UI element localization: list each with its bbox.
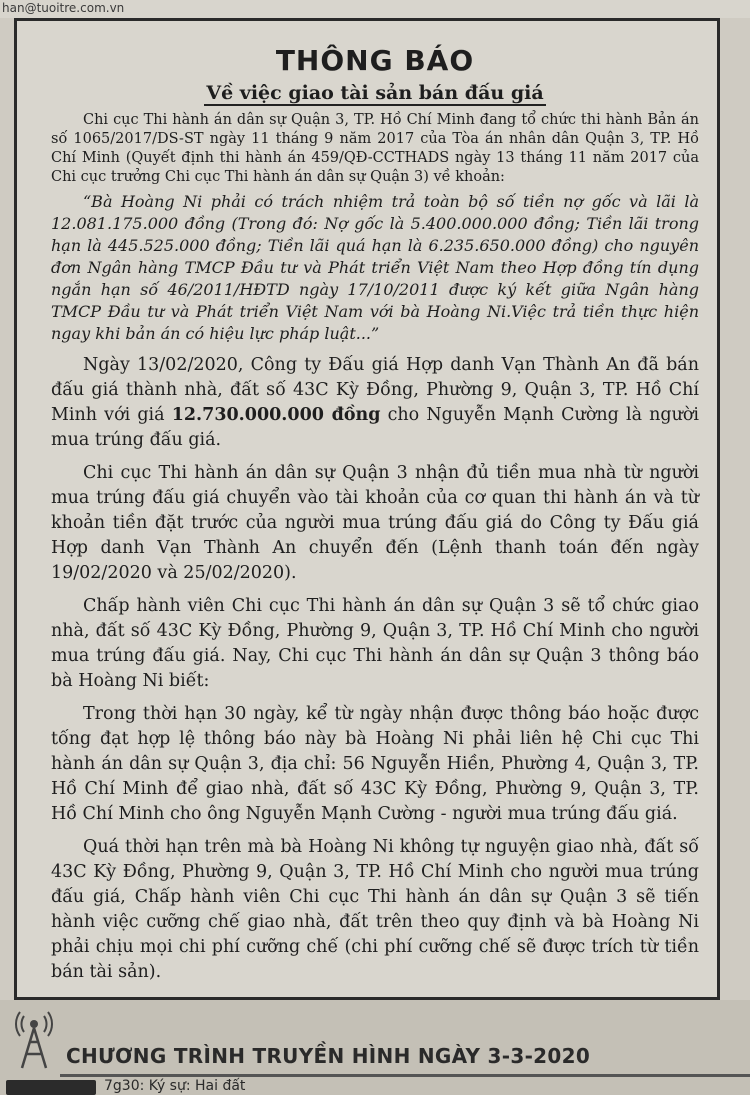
auction-text-before: Ngày 13/02/2020, Công ty Đấu giá Hợp danh Vạn Thành An đã bán đấu giá thành nhà, đất số 43C Kỳ Đồng, Phường 9, Quận 3, TP. Hồ Chí Minh với giá: [51, 355, 699, 425]
antenna-icon: [14, 1010, 54, 1070]
notice-box: [14, 18, 720, 1000]
email-header: han@tuoitre.com.vn: [0, 0, 750, 18]
notice-subtitle-text: Về việc giao tài sản bán đấu giá: [206, 82, 544, 104]
deadline-paragraph: Trong thời hạn 30 ngày, kể từ ngày nhận được thông báo hoặc được tống đạt hợp lệ thông báo này bà Hoàng Ni phải liên hệ Chi cục Thi hành án dân sự Quận 3, địa chỉ: 56 Nguyễn Hiền, Phường 4, Quận 3, TP. Hồ Chí Minh để giao nhà, đất số 43C Kỳ Đồng, Phường 9, Quận 3, TP. Hồ Chí Minh cho ông Nguyễn Mạnh Cường - người mua trúng đấu giá.: [51, 704, 699, 824]
intro-paragraph: Chi cục Thi hành án dân sự Quận 3, TP. Hồ Chí Minh đang tổ chức thi hành Bản án số 1065/2017/DS-ST ngày 11 tháng 9 năm 2017 của Tòa án nhân dân Quận 3, TP. Hồ Chí Minh (Quyết định thi hành án 459/QĐ-CCTHADS ngày 13 tháng 11 năm 2017 của Chi cục trưởng Chi cục Thi hành án dân sự Quận 3) về khoản:: [51, 112, 699, 185]
handover-paragraph: Chấp hành viên Chi cục Thi hành án dân sự Quận 3 sẽ tổ chức giao nhà, đất số 43C Kỳ Đồng, Phường 9, Quận 3, TP. Hồ Chí Minh cho người mua trúng đấu giá. Nay, Chi cục Thi hành án dân sự Quận 3 thông báo bà Hoàng Ni biết:: [51, 596, 699, 691]
tv-divider: [60, 1074, 750, 1077]
enforcement-paragraph: Quá thời hạn trên mà bà Hoàng Ni không tự nguyện giao nhà, đất số 43C Kỳ Đồng, Phường 9, Quận 3, TP. Hồ Chí Minh cho người mua trúng đấu giá, Chấp hành viên Chi cục Thi hành án dân sự Quận 3 sẽ tiến hành việc cưỡng chế giao nhà, đất trên theo quy định và bà Hoàng Ni phải chịu mọi chi phí cưỡng chế (chi phí cưỡng chế sẽ được trích từ tiền bán tài sản).: [51, 837, 699, 982]
tv-program-item: 7g30: Ký sự: Hai đất: [104, 1078, 246, 1094]
auction-paragraph: [51, 353, 699, 453]
tv-schedule-bar: [0, 1000, 750, 1095]
notice-title: THÔNG BÁO: [275, 44, 475, 77]
channel-logo: [6, 1080, 96, 1095]
auction-text-after: cho Nguyễn Mạnh Cường là người mua trúng đấu giá.: [51, 405, 700, 450]
tv-schedule-title: CHƯƠNG TRÌNH TRUYỀN HÌNH NGÀY 3-3-2020: [66, 1044, 591, 1068]
quote-paragraph: “Bà Hoàng Ni phải có trách nhiệm trả toàn bộ số tiền nợ gốc và lãi là 12.081.175.000 đồng (Trong đó: Nợ gốc là 5.400.000.000 đồng; Tiền lãi trong hạn là 445.525.000 đồng; Tiền lãi quá hạn là 6.235.650.000 đồng) cho nguyên đơn Ngân hàng TMCP Đầu tư và Phát triển Việt Nam theo Hợp đồng tín dụng ngắn hạn số 46/2011/HĐTD ngày 17/10/2011 được ký kết giữa Ngân hàng TMCP Đầu tư và Phát triển Việt Nam với bà Hoàng Ni.Việc trả tiền thực hiện ngay khi bản án có hiệu lực pháp luật...”: [51, 192, 699, 343]
notice-subtitle: [51, 81, 699, 105]
payment-paragraph: Chi cục Thi hành án dân sự Quận 3 nhận đủ tiền mua nhà từ người mua trúng đấu giá chuyển vào tài khoản của cơ quan thi hành án và từ khoản tiền đặt trước của người mua trúng đấu giá do Công ty Đấu giá Hợp danh Vạn Thành An chuyển đến (Lệnh thanh toán đến ngày 19/02/2020 và 25/02/2020).: [51, 463, 699, 583]
auction-price: 12.730.000.000 đồng: [171, 405, 381, 425]
